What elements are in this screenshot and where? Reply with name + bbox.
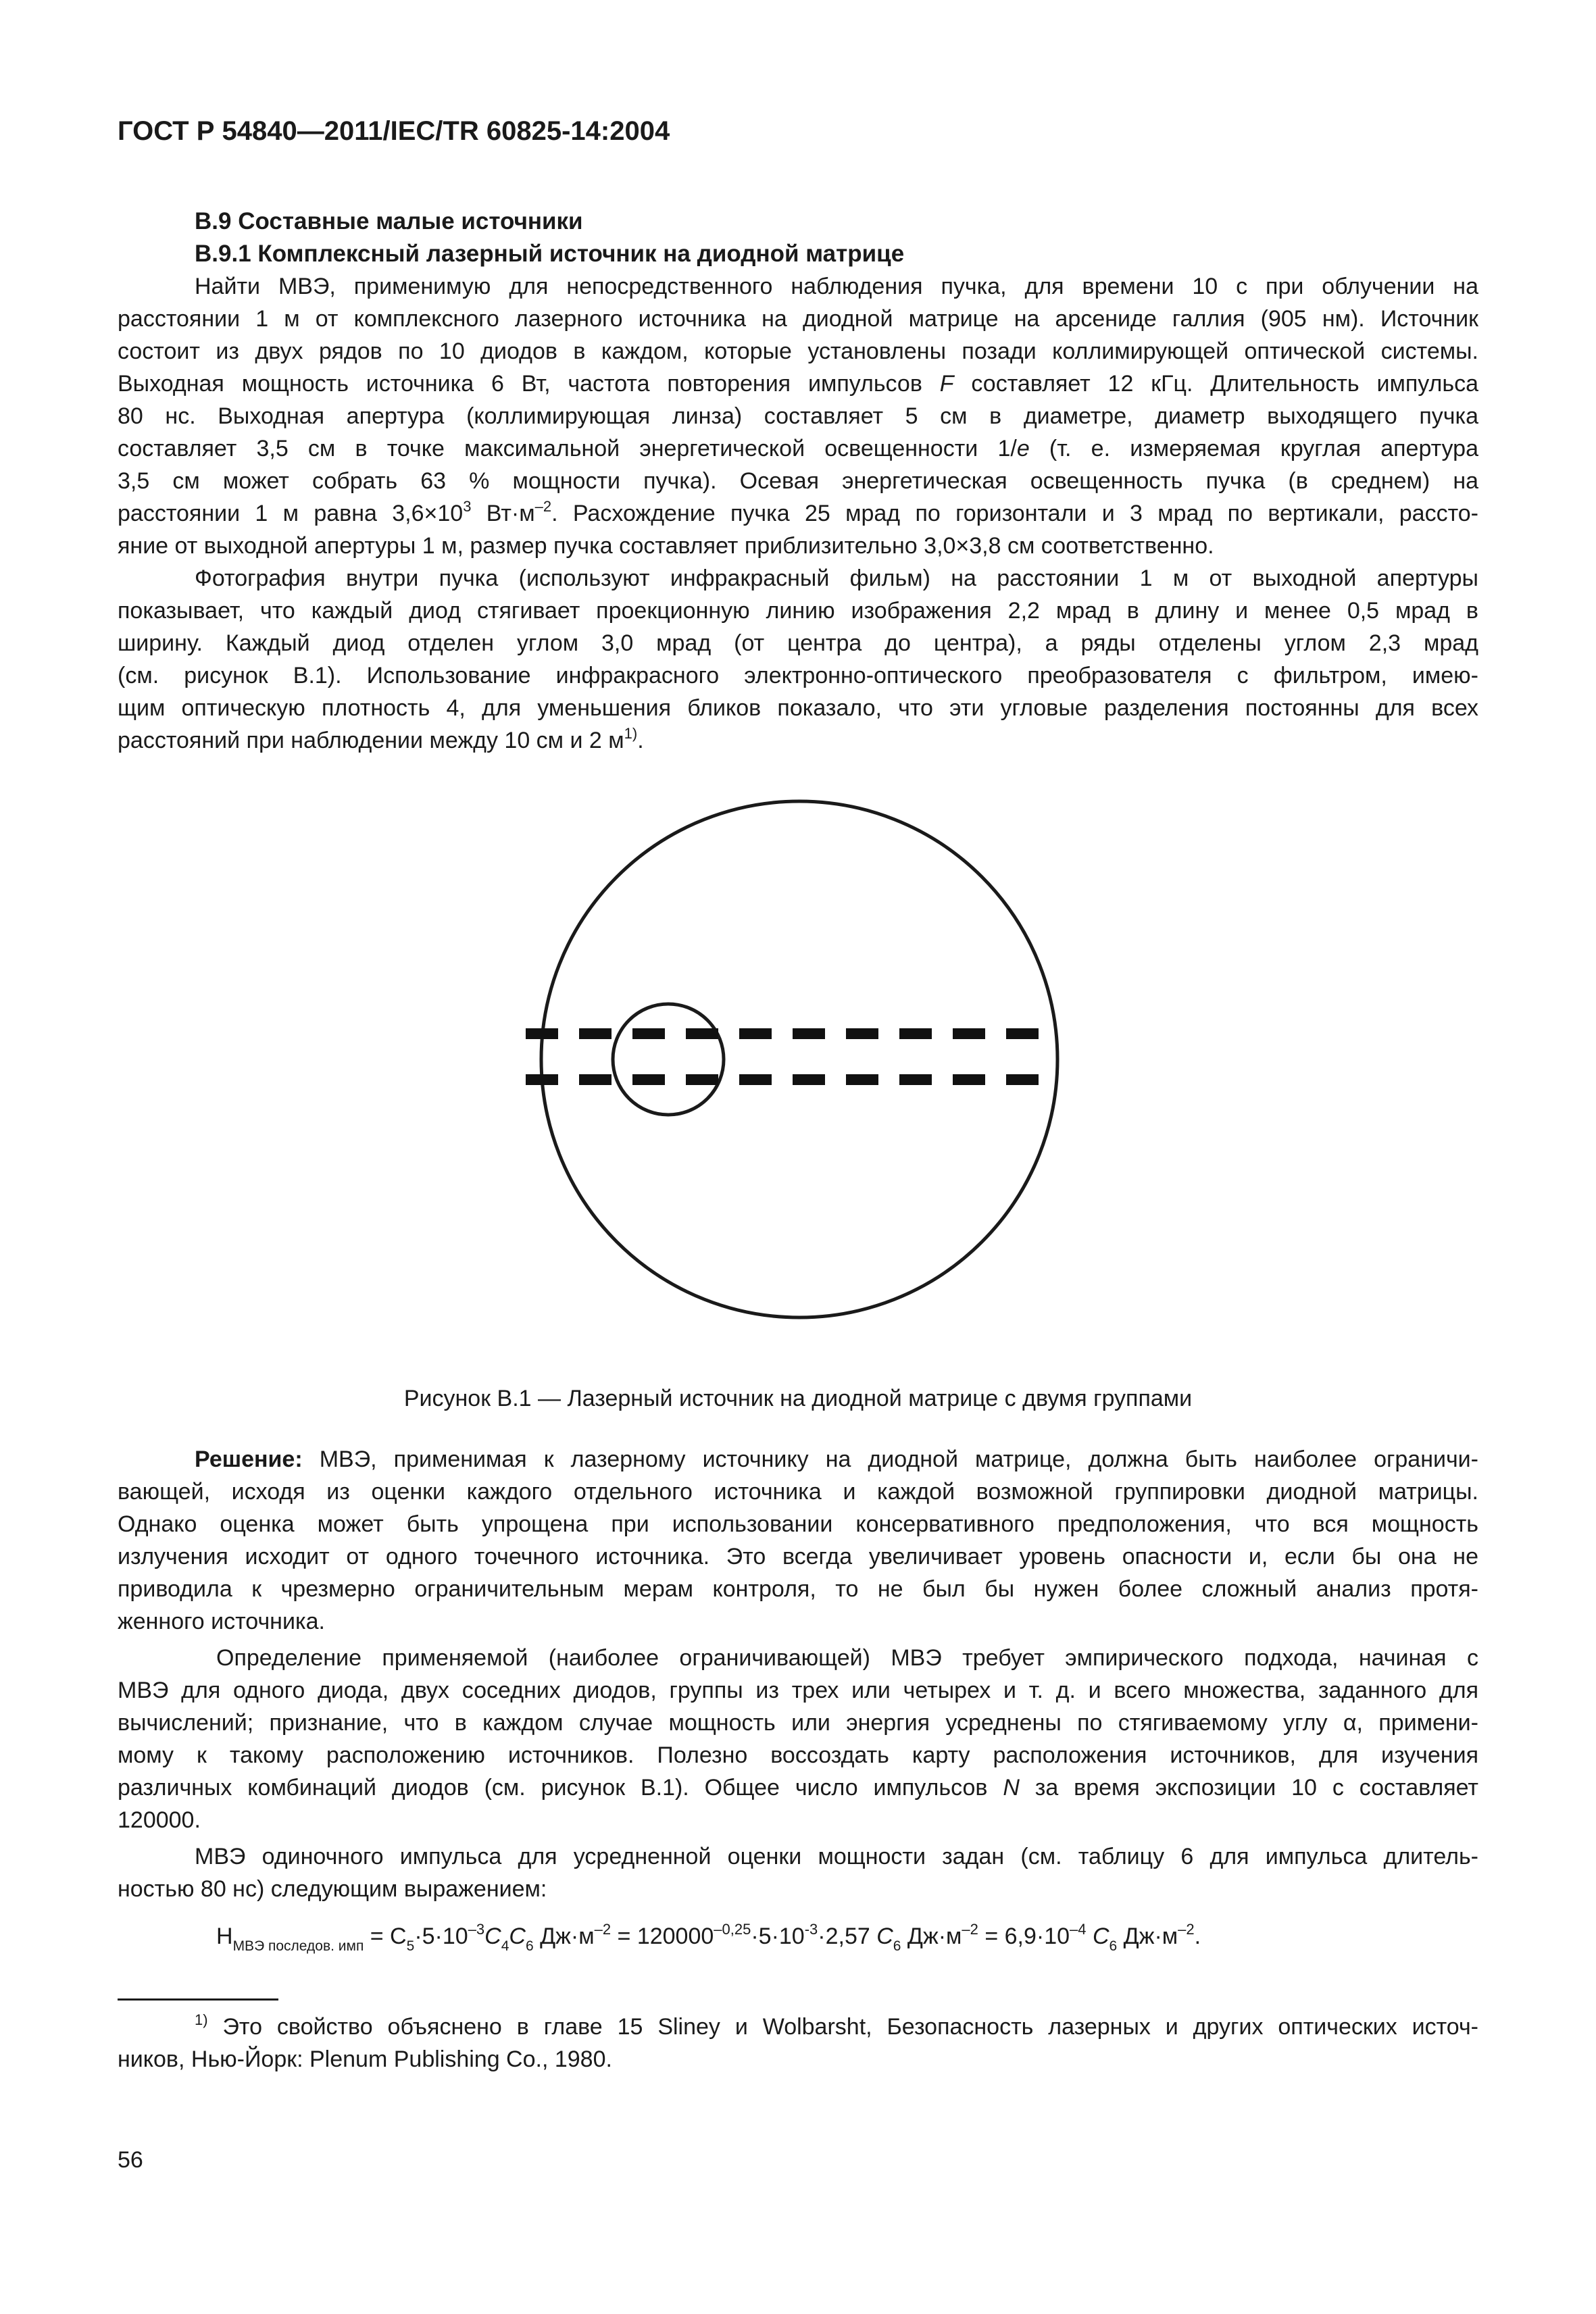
text-line: яние от выходной апертуры 1 м, размер пучка составляет приблизительно 3,0×3,8 см соответственно.: [118, 533, 1214, 559]
text-line: женного источника.: [118, 1609, 325, 1634]
text-line: составляет 3,5 см в точке максимальной энергетической освещенности 1/e (т. е. измеряемая круглая апертура: [118, 436, 1478, 461]
text-line: (см. рисунок В.1). Использование инфракрасного электронно-оптического преобразователя с фильтром, имею-: [118, 663, 1478, 688]
text-line: расстоянии 1 м от комплексного лазерного источника на диодной матрице на арсениде галлия (905 нм). Источник: [118, 306, 1478, 332]
text-line: вычислений; признание, что в каждом случае мощность или энергия усреднены по стягиваемому углу α, примени-: [118, 1710, 1478, 1736]
diode-mark: [846, 1028, 878, 1039]
text-line: ников, Нью-Йорк: Plenum Publishing Co., 1980.: [118, 2046, 612, 2072]
text-line: 3,5 см может собрать 63 % мощности пучка). Осевая энергетическая освещенность пучка (в среднем) на: [118, 468, 1478, 494]
text-line: Определение применяемой (наиболее ограничивающей) МВЭ требует эмпирического подхода, начиная с: [216, 1645, 1478, 1671]
diode-mark: [953, 1074, 985, 1085]
text-line: расстояний при наблюдении между 10 см и 2 $м^{1)}$.: [118, 724, 644, 753]
diode-mark: [579, 1028, 612, 1039]
text-line: Однако оценка может быть упрощена при использовании консервативного предположения, что вся мощность: [118, 1511, 1478, 1537]
text-line: приводила к чрезмерно ограничительным мерам контроля, то не был бы нужен более сложный анализ протя-: [118, 1576, 1478, 1602]
text-line: различных комбинаций диодов (см. рисунок В.1). Общее число импульсов N за время экспозиции 10 с составляет: [118, 1775, 1478, 1801]
diode-mark: [526, 1074, 558, 1085]
diode-array: [526, 1028, 1039, 1085]
page-number: 56: [118, 2147, 143, 2173]
text-line: $^{1)}$ Это свойство объяснено в главе 15 Sliney и Wolbarsht, Безопасность лазерных и других оптических источ-: [195, 2011, 1478, 2040]
text-line: расстоянии 1 м равна $3,6\times 10^3$ $Вт\cdot м^{-2}$. Расхождение пучка 25 мрад по горизонтали и 3 мрад по вертикали, рассто-: [118, 497, 1479, 526]
text-line: вающей, исходя из оценки каждого отдельного источника и каждой возможной группировки диодной матрицы.: [118, 1479, 1478, 1505]
text-line: 80 нс. Выходная апертура (коллимирующая линза) составляет 5 см в диаметре, диаметр выходящего пучка: [118, 403, 1478, 429]
text-line: Фотография внутри пучка (используют инфракрасный фильм) на расстоянии 1 м от выходной апертуры: [195, 565, 1478, 591]
text-line: ностью 80 нс) следующим выражением:: [118, 1876, 547, 1902]
text-line: 120000.: [118, 1807, 201, 1833]
diode-mark: [526, 1028, 558, 1039]
text-line: показывает, что каждый диод стягивает проекционную линию изображения 2,2 мрад в длину и менее 0,5 мрад в: [118, 598, 1478, 624]
diode-mark: [632, 1074, 665, 1085]
diode-mark: [953, 1028, 985, 1039]
beam-outline-circle: [541, 801, 1057, 1317]
diode-mark: [686, 1028, 718, 1039]
diode-mark: [793, 1028, 825, 1039]
text-line: ширину. Каждый диод отделен углом 3,0 мрад (от центра до центра), а ряды отделены углом 2,3 мрад: [118, 630, 1478, 656]
figure-caption: Рисунок В.1 — Лазерный источник на диодной матрице с двумя группами: [403, 1386, 1193, 1411]
section-title: B.9 Составные малые источники: [195, 208, 583, 234]
text-line: Найти МВЭ, применимую для непосредственного наблюдения пучка, для времени 10 с при облучении на: [195, 274, 1478, 299]
formula: $Н_{МВЭ последов. имп} = С_5\cdot 5\cdot 10^{-3}C_4C_6$ $Дж\cdot м^{-2} = 120000^{-0,25}\cdot 5\cdot 10^{-3}\cdot 2,57$ $C_6$ $Дж\cdot м^{-2} = 6,9\cdot 10^{-4}$ $C_6$ $Дж\cdot м^{-2}$.: [216, 1920, 1201, 1954]
diode-mark: [1006, 1074, 1039, 1085]
text-line: МВЭ одиночного импульса для усредненной оценки мощности задан (см. таблицу 6 для импульса длитель-: [195, 1844, 1478, 1869]
diode-mark: [579, 1074, 612, 1085]
diode-mark: [846, 1074, 878, 1085]
text-line: Выходная мощность источника 6 Вт, частота повторения импульсов F составляет 12 кГц. Длительность импульса: [118, 371, 1478, 397]
text-line: Решение: МВЭ, применимая к лазерному источнику на диодной матрице, должна быть наиболее ограничи-: [195, 1447, 1478, 1472]
footnote-divider: [118, 1998, 278, 2001]
text-line: состоит из двух рядов по 10 диодов в каждом, которые установлены позади коллимирующей оптической системы.: [118, 338, 1478, 364]
document-header: ГОСТ Р 54840—2011/IEC/TR 60825-14:2004: [118, 116, 670, 146]
diode-mark: [899, 1074, 932, 1085]
subsection-title: B.9.1 Комплексный лазерный источник на диодной матрице: [195, 241, 905, 267]
aperture-circle: [613, 1004, 724, 1115]
text-line: МВЭ для одного диода, двух соседних диодов, группы из трех или четырех и т. д. и всего множества, заданного для: [118, 1678, 1478, 1703]
text-line: излучения исходит от одного точечного источника. Это всегда увеличивает уровень опасности и, если бы она не: [118, 1544, 1478, 1569]
text-line: щим оптическую плотность 4, для уменьшения бликов показало, что эти угловые разделения постоянны для всех: [118, 695, 1478, 721]
diode-mark: [1006, 1028, 1039, 1039]
diode-mark: [739, 1074, 772, 1085]
diode-mark: [686, 1074, 718, 1085]
text-line: мому к такому расположению источников. Полезно воссоздать карту расположения источников, для изучения: [118, 1742, 1478, 1768]
diode-mark: [739, 1028, 772, 1039]
diode-mark: [632, 1028, 665, 1039]
diode-mark: [793, 1074, 825, 1085]
diode-mark: [899, 1028, 932, 1039]
